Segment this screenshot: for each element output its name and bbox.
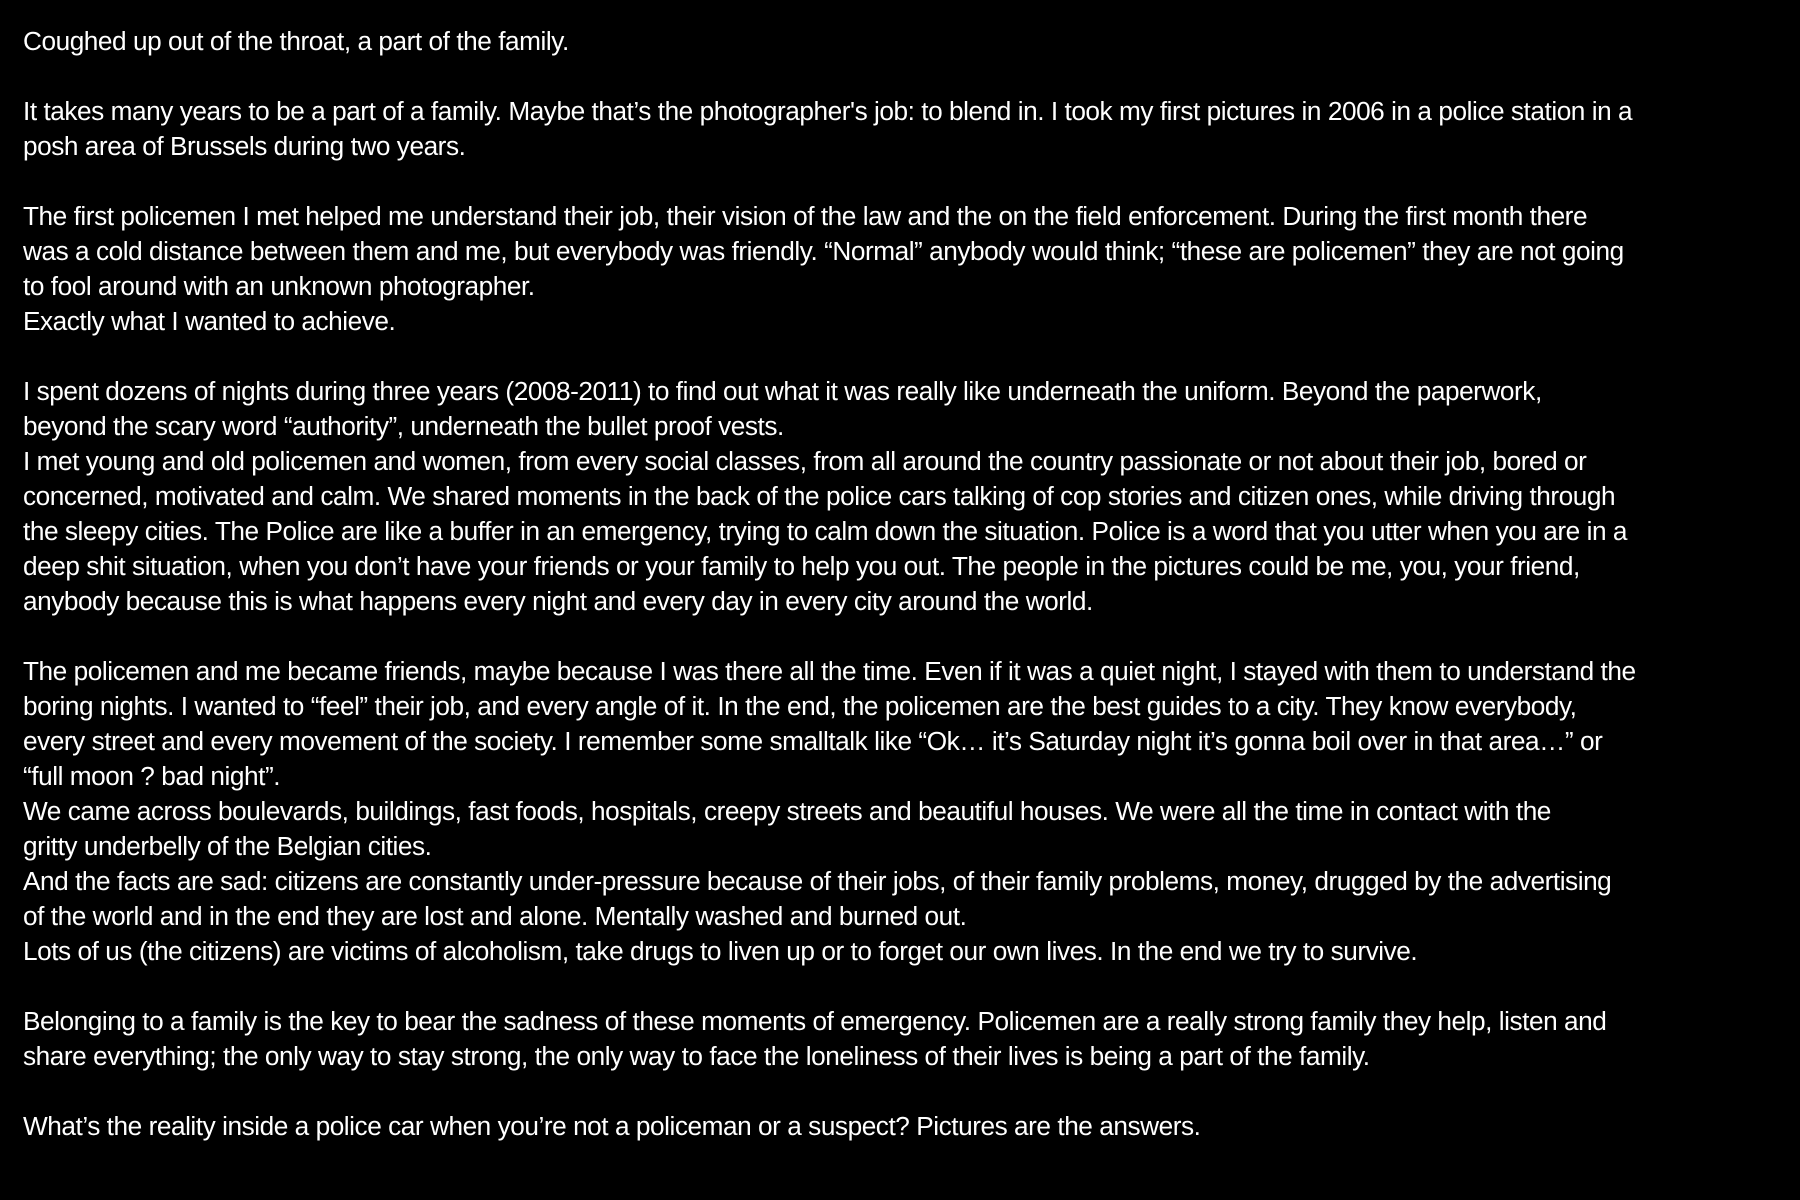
text-line: deep shit situation, when you don’t have your friends or your family to help you out. The people in the pictures could be me, you, your friend, <box>23 551 1580 581</box>
text-line: Lots of us (the citizens) are victims of alcoholism, take drugs to liven up or to forget our own lives. In the end we try to survive. <box>23 936 1418 966</box>
paragraph-intro <box>23 94 1783 164</box>
text-line: anybody because this is what happens every night and every day in every city around the world. <box>23 586 1093 616</box>
text-line: Belonging to a family is the key to bear the sadness of these moments of emergency. Policemen are a really strong family they help, listen and <box>23 1006 1607 1036</box>
text-line: What’s the reality inside a police car when you’re not a policeman or a suspect? Pictures are the answers. <box>23 1111 1201 1141</box>
text-line: of the world and in the end they are lost and alone. Mentally washed and burned out. <box>23 901 967 931</box>
text-line: The first policemen I met helped me understand their job, their vision of the law and the on the field enforcement. During the first month there <box>23 201 1588 231</box>
paragraph-belonging <box>23 1004 1783 1074</box>
text-line: concerned, motivated and calm. We shared moments in the back of the police cars talking of cop stories and citizen ones, while driving through <box>23 481 1616 511</box>
text-line: the sleepy cities. The Police are like a buffer in an emergency, trying to calm down the situation. Police is a word that you utter when you are in a <box>23 516 1628 546</box>
text-line: to fool around with an unknown photographer. <box>23 271 535 301</box>
paragraph-became-friends <box>23 654 1783 969</box>
text-line: We came across boulevards, buildings, fast foods, hospitals, creepy streets and beautiful houses. We were all the time in contact with the <box>23 796 1551 826</box>
text-line: was a cold distance between them and me, but everybody was friendly. “Normal” anybody would think; “these are policemen” they are not going <box>23 236 1624 266</box>
text-line: I spent dozens of nights during three years (2008-2011) to find out what it was really like underneath the uniform. Beyond the paperwork, <box>23 376 1542 406</box>
text-line: And the facts are sad: citizens are constantly under-pressure because of their jobs, of their family problems, money, drugged by the advertising <box>23 866 1612 896</box>
text-line: “full moon ? bad night”. <box>23 761 281 791</box>
text-line: posh area of Brussels during two years. <box>23 131 466 161</box>
text-line: boring nights. I wanted to “feel” their job, and every angle of it. In the end, the policemen are the best guides to a city. They know everybody, <box>23 691 1577 721</box>
text-line: The policemen and me became friends, maybe because I was there all the time. Even if it was a quiet night, I stayed with them to understand the <box>23 656 1636 686</box>
paragraph-title-line <box>23 24 1783 59</box>
paragraph-first-policemen <box>23 199 1783 339</box>
text-line: beyond the scary word “authority”, underneath the bullet proof vests. <box>23 411 784 441</box>
text-line: I met young and old policemen and women, from every social classes, from all around the country passionate or not about their job, bored or <box>23 446 1587 476</box>
text-line: every street and every movement of the society. I remember some smalltalk like “Ok… it’s Saturday night it’s gonna boil over in that area…” or <box>23 726 1603 756</box>
text-line: Coughed up out of the throat, a part of the family. <box>23 26 569 56</box>
text-line: It takes many years to be a part of a family. Maybe that’s the photographer's job: to blend in. I took my first pictures in 2006 in a police station in a <box>23 96 1633 126</box>
text-line: Exactly what I wanted to achieve. <box>23 306 396 336</box>
text-line: share everything; the only way to stay strong, the only way to face the loneliness of their lives is being a part of the family. <box>23 1041 1370 1071</box>
paragraph-closing-question <box>23 1109 1783 1144</box>
text-line: gritty underbelly of the Belgian cities. <box>23 831 432 861</box>
document-text-block <box>23 24 1783 1144</box>
paragraph-dozens-of-nights <box>23 374 1783 619</box>
